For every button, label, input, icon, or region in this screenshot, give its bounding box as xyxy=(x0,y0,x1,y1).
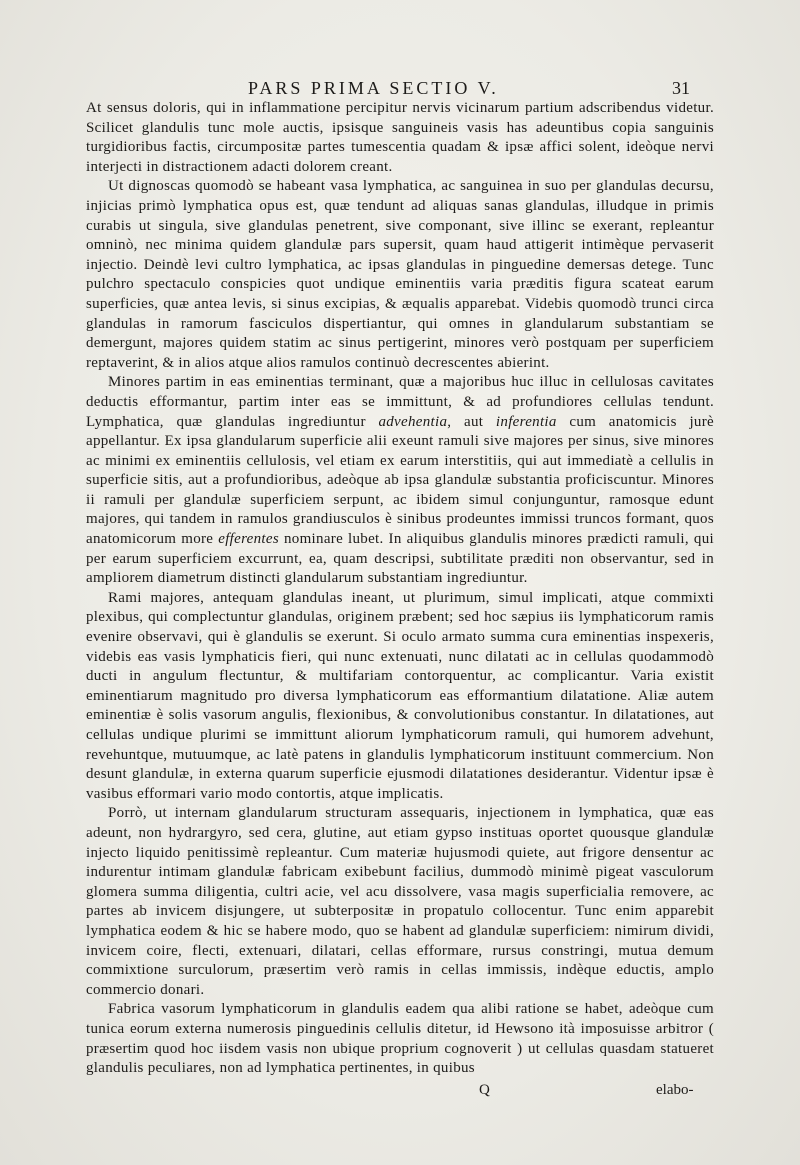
section-title: PARS PRIMA SECTIO V. xyxy=(248,78,499,98)
paragraph xyxy=(86,373,714,589)
text-run: nominare lubet. In aliquibus glandulis minores prædicti ramuli, qui per earum superficiem excurrunt, ea, quam descripsi, subtilitate præditi non observantur, sed in ampliorem diametrum distincti glandularum substantiam ingrediuntur. xyxy=(86,531,714,587)
body-text xyxy=(86,99,714,1079)
page-number: 31 xyxy=(672,78,690,98)
text-run: At sensus doloris, qui in inflammatione percipitur nervis vicinarum partium adscribendus videtur. Scilicet glandulis tunc mole auctis, ipsisque sanguineis vasis has adeuntibus copia sanguinis turgidioribus factis, circumpositæ partes tumescentia quadam & ipsæ affici solent, ideòque nervi interjecti in distractionem adacti dolorem creant. xyxy=(86,100,714,175)
paragraph xyxy=(86,177,714,373)
paragraph xyxy=(86,589,714,805)
text-run: Porrò, ut internam glandularum structuram assequaris, injectionem in lymphatica, quæ eas adeunt, non hydrargyro, sed cera, glutine, aut etiam gypso instituas oportet quousque glandulæ injecto liquido penitissimè repleantur. Cum materiæ hujusmodi quiete, aut frigore densentur ac indurentur intimam glandulæ fabricam exibebunt facilius, dummodò minimè pigeat vasculorum glomera summa diligentia, cultri acie, vel acu dissolvere, vasa magis superficialia removere, ac partes ab invicem disjungere, ut subterpositæ in propatulo collocentur. Tunc enim apparebit lymphatica eodem & hic se habere modo, quo se habent ad glandulæ superficiem: nimirum dividi, invicem coire, flecti, extenuari, dilatari, cellas efformare, rursus constringi, mutua demum commixtione surculorum, præsertim verò ramis in cellas immissis, indèque eductis, amplo commercio donari. xyxy=(86,805,714,998)
signature-mark: Q xyxy=(479,1082,490,1098)
italic-term: efferentes xyxy=(218,531,279,548)
text-run: Rami majores, antequam glandulas ineant, ut plurimum, simul implicati, atque commixti plexibus, qui complectuntur glandulas, originem præbent; sed hoc sæpius iis lymphaticorum ramis evenire observavi, qui è glandulis se exerunt. Si oculo armato summa cura eminentias inspexeris, videbis eas vasis lymphaticis fieri, qui nunc extenuati, nunc dilatati ac in cellulas quodammodò ducti in angulum flectuntur, & multifariam contorquentur, ac complicantur. Varia existit eminentiarum magnitudo pro diversa lymphaticorum eas efformantium dilatatione. Aliæ autem eminentiæ è solis vasorum angulis, flexionibus, & convolutionibus constantur. In dilatationes, aut cellulas undique plurimi se immittunt aliorum lymphaticorum ramuli, qui humorem advehunt, revehuntque, mutuumque, ac latè patens in glandulis lymphaticorum instituunt commercium. Non desunt glandulæ, in externa quarum superficie ejusmodi dilatationes desiderantur. Videntur ipsæ è vasibus efformari vario modo contortis, atque implicatis. xyxy=(86,589,714,802)
paragraph xyxy=(86,99,714,177)
catchword: elabo- xyxy=(656,1082,694,1098)
italic-term: inferentia xyxy=(495,413,557,430)
text-run: Ut dignoscas quomodò se habeant vasa lymphatica, ac sanguinea in suo per glandulas decursu, injicias primò lymphatica opus est, quæ tendunt ad aliquas sanas glandulas, illudque in primis curabis ut singula, sive glandulas penetrent, sive componant, sive illinc se exerant, repleantur omninò, nec minima quidem glandulæ pars supersit, quam haud attigerit intimèque pervaserit injectio. Deindè levi cultro lymphatica, ac ipsas glandulas in pinguedine demersas detege. Tunc pulchro spectaculo conspicies quot undique eminentiis varia præditis figura scateat earum superficies, quæ antea levis, si sinus excipias, & æqualis apparebat. Videbis quomodò trunci circa glandulas in ramorum fasciculos dispertiantur, qui omnes in glandularum substantiam se demergunt, majores quidem statim ac sinus pertigerint, minores verò postquam per superficiem reptaverint, & in alios atque alios ramulos continuò decrescentes abierint. xyxy=(86,178,714,371)
italic-term: advehentia xyxy=(378,413,448,430)
paragraph xyxy=(86,804,714,1000)
text-run: cum anatomicis jurè appellantur. Ex ipsa glandularum superficie alii exeunt ramuli sive majores per sinus, sive minores ac minimi ex eminentiis cellulosis, vel etiam ex earum interstitiis, qui aut immediatè a cellulis in superficie sitis, aut a profundioribus, adeòque ab ipsa glandulæ substantia proficiscuntur. Minores ii ramuli per glandulæ superficiem serpunt, ac ibidem simul conjunguntur, ramosque edunt majores, qui tandem in ramulos grandiusculos è sinibus prodeuntes immissi truncos formant, quos anatomicorum more xyxy=(86,413,714,548)
text-run: Minores partim in eas eminentias terminant, quæ a majoribus huc illuc in cellulosas cavitates deductis efformantur, partim inter eas se immittunt, & ad profundiores cellulas tendunt. Lymphatica, quæ glandulas ingrediuntur xyxy=(86,374,714,430)
text-run: , aut xyxy=(447,413,496,430)
text-run: Fabrica vasorum lymphaticorum in glandulis eadem qua alibi ratione se habet, adeòque cum tunica eorum externa numerosis pinguedinis cellulis ditetur, id Hewsono ità imposuisse arbitror ( præsertim quod hoc iisdem vasis non ubique proprium cognoverit ) ut cellulas quasdam statueret glandulis peculiares, non ad lymphatica pertinentes, in quibus xyxy=(86,1001,714,1077)
paragraph xyxy=(86,1000,714,1078)
